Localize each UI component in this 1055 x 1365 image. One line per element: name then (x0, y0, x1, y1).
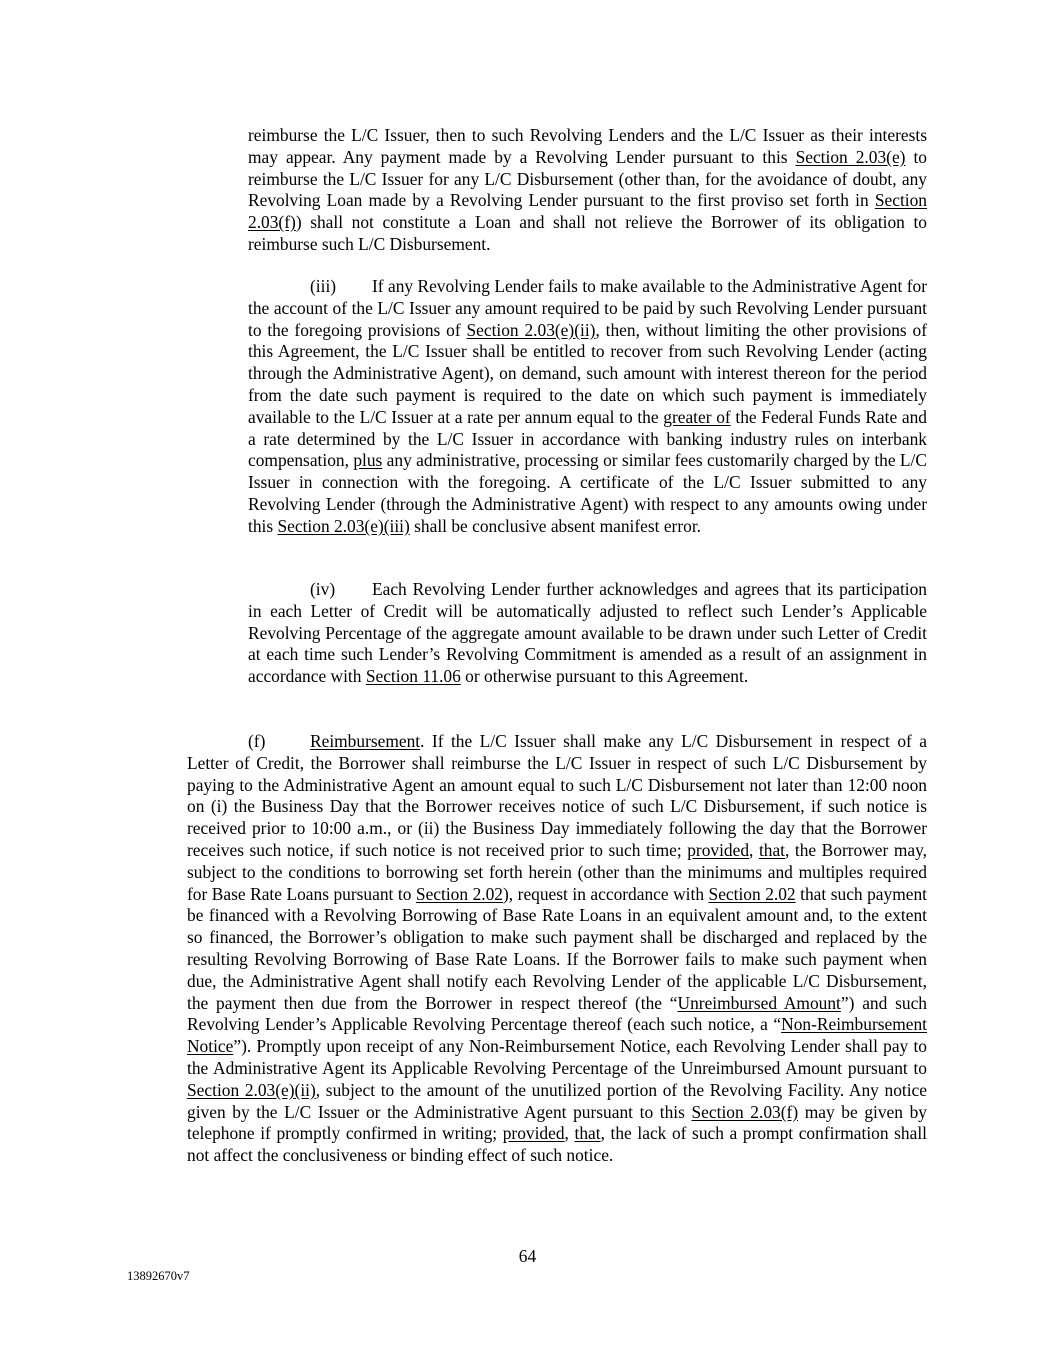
paragraph-f-reimbursement: (f) Reimbursement. If the L/C Issuer shall make any L/C Disbursement in respect of a Letter of Credit, the Borrower shall reimburse the L/C Issuer in respect of such L/C Disbursement by paying to the Administrative Agent an amount equal to such L/C Disbursement not later than 12:00 noon on (i) the Business Day that the Borrower receives notice of such L/C Disbursement, if such notice is received prior to 10:00 a.m., or (ii) the Business Day immediately following the day that the Borrower receives such notice, if such notice is not received prior to such time; provided, that, the Borrower may, subject to the conditions to borrowing set forth herein (other than the minimums and multiples required for Base Rate Loans pursuant to Section 2.02), request in accordance with Section 2.02 that such payment be financed with a Revolving Borrowing of Base Rate Loans in an equivalent amount and, to the extent so financed, the Borrower’s obligation to make such payment shall be discharged and replaced by the resulting Revolving Borrowing of Base Rate Loans. If the Borrower fails to make such payment when due, the Administrative Agent shall notify each Revolving Lender of the applicable L/C Disbursement, the payment then due from the Borrower in respect thereof (the “Unreimbursed Amount”) and such Revolving Lender’s Applicable Revolving Percentage thereof (each such notice, a “Non-Reimbursement Notice”). Promptly upon receipt of any Non-Reimbursement Notice, each Revolving Lender shall pay to the Administrative Agent its Applicable Revolving Percentage of the Unreimbursed Amount pursuant to Section 2.03(e)(ii), subject to the amount of the unutilized portion of the Revolving Facility. Any notice given by the L/C Issuer or the Administrative Agent pursuant to this Section 2.03(f) may be given by telephone if promptly confirmed in writing; provided, that, the lack of such a prompt confirmation shall not affect the conclusiveness or binding effect of such notice. (187, 731, 927, 1166)
section-reference: Section 2.02 (708, 883, 796, 904)
defined-term: Unreimbursed Amount (677, 992, 841, 1013)
underlined-term: greater of (663, 406, 731, 427)
paragraph-continuation: reimburse the L/C Issuer, then to such Revolving Lenders and the L/C Issuer as their interests may appear. Any payment made by a Revolving Lender pursuant to this Section 2.03(e) to reimburse the L/C Issuer for any L/C Disbursement (other than, for the avoidance of doubt, any Revolving Loan made by a Revolving Lender pursuant to the first proviso set forth in Section 2.03(f)) shall not constitute a Loan and shall not relieve the Borrower of its obligation to reimburse such L/C Disbursement. (248, 125, 927, 254)
underlined-term: provided (687, 839, 750, 860)
section-reference: Section 2.03(f) (691, 1101, 799, 1122)
section-reference: Section 11.06 (365, 666, 461, 687)
underlined-term: plus (353, 450, 383, 471)
paragraph-iii: (iii) If any Revolving Lender fails to make available to the Administrative Agent for the account of the L/C Issuer any amount required to be paid by such Revolving Lender pursuant to the foregoing provisions of Section 2.03(e)(ii), then, without limiting the other provisions of this Agreement, the L/C Issuer shall be entitled to recover from such Revolving Lender (acting through the Administrative Agent), on demand, such amount with interest thereon for the period from the date such payment is required to the date on which such payment is immediately available to the L/C Issuer at a rate per annum equal to the greater of the Federal Funds Rate and a rate determined by the L/C Issuer in accordance with banking industry rules on interbank compensation, plus any administrative, processing or similar fees customarily charged by the L/C Issuer in connection with the foregoing. A certificate of the L/C Issuer submitted to any Revolving Lender (through the Administrative Agent) with respect to any amounts owing under this Section 2.03(e)(iii) shall be conclusive absent manifest error. (248, 276, 928, 536)
section-reference: Section 2.03(e)(ii) (187, 1079, 316, 1100)
clause-number: (iv) (310, 579, 336, 599)
section-reference: Section 2.03(f) (248, 190, 927, 233)
paragraph-iv: (iv) Each Revolving Lender further acknowledges and agrees that its participation in each Letter of Credit will be automatically adjusted to reflect such Lender’s Applicable Revolving Percentage of the aggregate amount available to be drawn under such Letter of Credit at each time such Lender’s Revolving Commitment is amended as a result of an assignment in accordance with Section 11.06 or otherwise pursuant to this Agreement. (248, 579, 927, 687)
section-heading: Reimbursement (310, 731, 421, 751)
defined-term: Non-Reimbursement Notice (187, 1014, 927, 1057)
document-id: 13892670v7 (127, 1269, 190, 1283)
underlined-term: provided (502, 1123, 565, 1144)
underlined-term: that (758, 839, 786, 860)
section-reference: Section 2.02 (415, 883, 504, 904)
section-reference: Section 2.03(e)(iii) (277, 515, 410, 536)
clause-number: (f) (248, 731, 266, 751)
section-reference: Section 2.03(e) (795, 146, 906, 167)
underlined-term: that (574, 1123, 601, 1144)
page-number: 64 (518, 1246, 537, 1266)
clause-number: (iii) (310, 276, 337, 296)
section-reference: Section 2.03(e)(ii) (466, 319, 596, 340)
